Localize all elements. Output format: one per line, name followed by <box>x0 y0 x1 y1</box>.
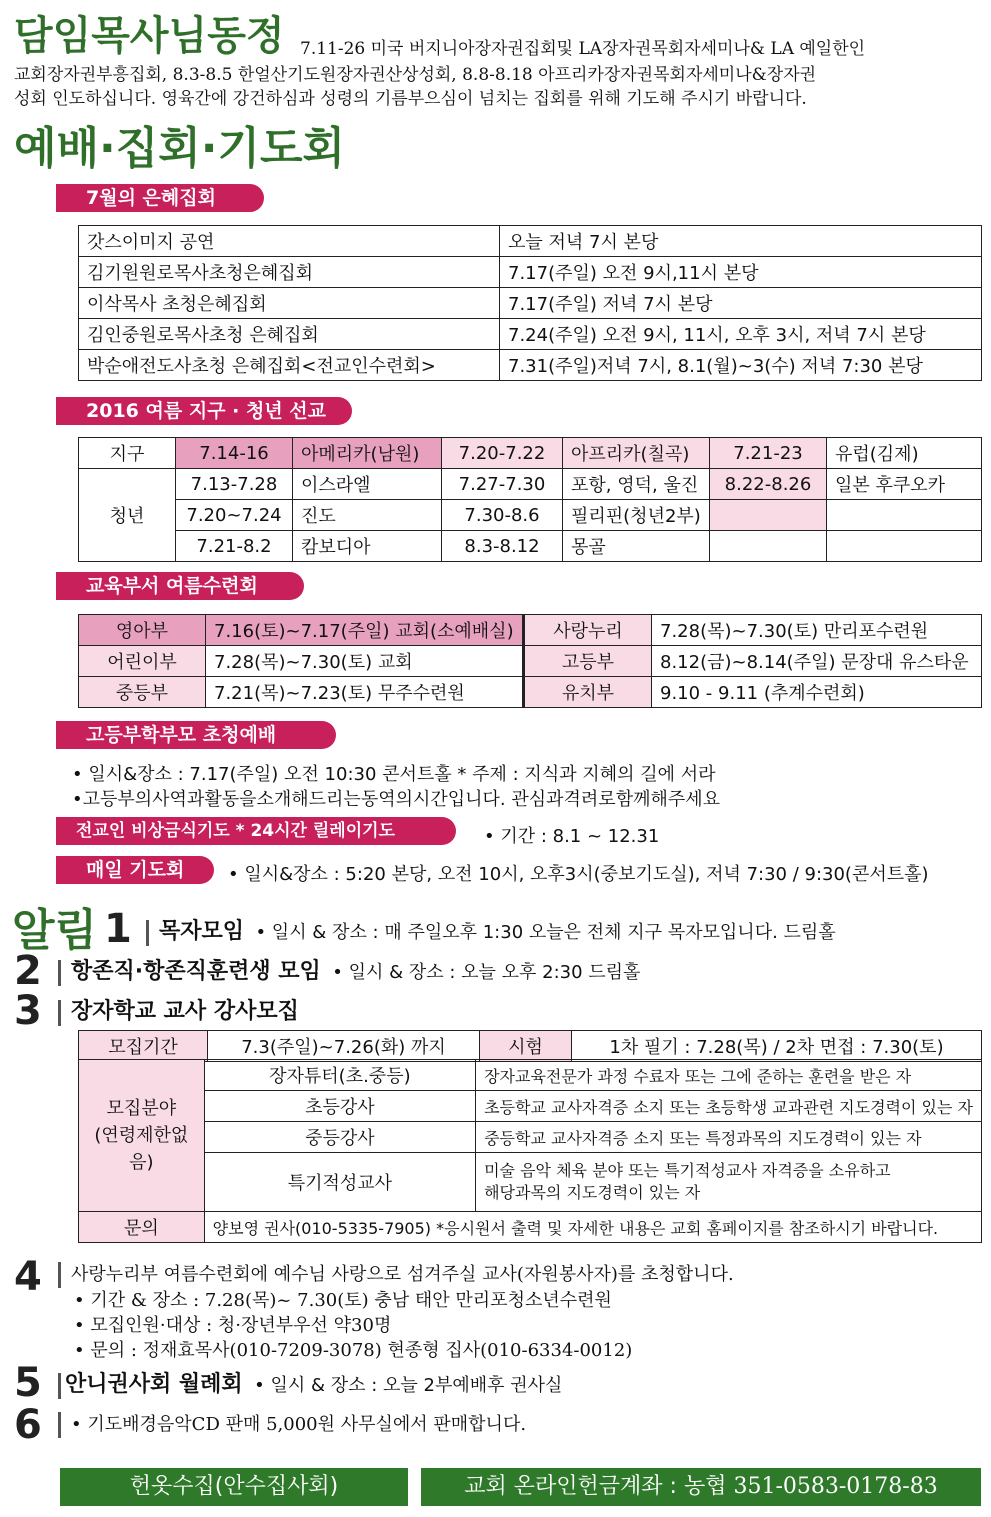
table-row <box>79 677 982 708</box>
notice-2 <box>48 954 640 986</box>
grace-event: 갓스이미지 공연 <box>79 226 500 257</box>
notices-title: 알림 <box>12 905 98 956</box>
grace-time: 오늘 저녁 7시 본당 <box>500 226 982 257</box>
mission-date: 8.22-8.26 <box>710 469 827 500</box>
notice-text: • 일시 & 장소 : 매 주일오후 1:30 오늘은 전체 지구 목자모입니다. 드림홀 <box>255 922 836 943</box>
notice-heading: 목자모임 <box>159 919 245 944</box>
notice-heading: 항존직·항존직훈련생 모임 <box>71 959 321 984</box>
table-row <box>79 1091 982 1122</box>
mission-place: 필리핀(청년2부) <box>563 500 710 531</box>
pastor-text-3: 성회 인도하십니다. 영육간에 강건하심과 성령의 기름부으심이 넘치는 집회를 위해 기도해 주시기 바랍니다. <box>14 89 807 109</box>
notice-4-line-1: 사랑누리부 여름수련회에 예수님 사랑으로 섬겨주실 교사(자원봉사자)를 초청합니다. <box>48 1260 734 1288</box>
table-row <box>79 288 982 319</box>
mission-date: 7.30-8.6 <box>442 500 563 531</box>
table-row <box>79 319 982 350</box>
dept-schedule: 7.28(목)~7.30(토) 교회 <box>206 646 524 677</box>
notice-4-line-2: • 기간 & 장소 : 7.28(목)~ 7.30(토) 충남 태안 만리포청소년수련원 <box>74 1290 612 1311</box>
dept-name: 어린이부 <box>79 646 206 677</box>
dept-name: 영아부 <box>79 615 206 646</box>
mission-date: 7.27-7.30 <box>442 469 563 500</box>
mission-place <box>827 500 982 531</box>
table-row <box>79 1212 982 1243</box>
exam-value: 1차 필기 : 7.28(목) / 2차 면접 : 7.30(토) <box>572 1031 982 1062</box>
section-title: 예배·집회·기도회 <box>14 123 345 174</box>
recruit-fields-table <box>78 1059 982 1243</box>
mission-date: 7.21-8.2 <box>176 531 293 562</box>
exam-label: 시험 <box>480 1031 572 1062</box>
table-row <box>79 646 982 677</box>
mission-table <box>78 437 982 562</box>
table-row <box>79 226 982 257</box>
youth-label: 청년 <box>79 469 176 562</box>
mission-date: 7.20-7.22 <box>442 438 563 469</box>
mission-place: 포항, 영덕, 울진 <box>563 469 710 500</box>
field-requirement: 장자교육전문가 과정 수료자 또는 그에 준하는 훈련을 받은 자 <box>476 1060 982 1091</box>
dept-schedule: 7.16(토)~7.17(주일) 교회(소예배실) <box>206 615 524 646</box>
field-name: 장자튜터(초.중등) <box>204 1060 475 1091</box>
parents-label: 고등부학부모 초청예배 <box>56 721 336 749</box>
daily-label: 매일 기도회 <box>56 856 214 884</box>
contact-label: 문의 <box>79 1212 205 1243</box>
grace-label: 7월의 은혜집회 <box>56 184 264 212</box>
mission-place: 캄보디아 <box>293 531 442 562</box>
retreat-table <box>78 614 982 708</box>
notice-4-line-4: • 문의 : 정재효목사(010-7209-3078) 현종형 집사(010-6334-0012) <box>74 1340 633 1361</box>
mission-place: 아메리카(남원) <box>293 438 442 469</box>
notice-4-line-3: • 모집인원·대상 : 청·장년부우선 약30명 <box>74 1315 392 1336</box>
table-row <box>79 438 982 469</box>
pastor-text-1: 7.11-26 미국 버지니아장자권집회및 LA장자권목회자세미나& LA 예일한인 <box>300 39 866 59</box>
notice-number: 3 <box>14 988 42 1034</box>
mission-place: 일본 후쿠오카 <box>827 469 982 500</box>
grace-event: 김인중원로목사초청 은혜집회 <box>79 319 500 350</box>
grace-time: 7.17(주일) 오전 9시,11시 본당 <box>500 257 982 288</box>
notice-1 <box>136 914 836 946</box>
table-row <box>79 531 982 562</box>
grace-time: 7.24(주일) 오전 9시, 11시, 오후 3시, 저녁 7시 본당 <box>500 319 982 350</box>
period-value: 7.3(주일)~7.26(화) 까지 <box>208 1031 480 1062</box>
field-label: 모집분야 (연령제한없음) <box>79 1060 205 1212</box>
mission-place: 몽골 <box>563 531 710 562</box>
dept-schedule: 8.12(금)~8.14(주일) 문장대 유스타운 <box>652 646 982 677</box>
mission-place: 유럽(김제) <box>827 438 982 469</box>
mission-place: 이스라엘 <box>293 469 442 500</box>
table-row <box>79 615 982 646</box>
table-row <box>79 1122 982 1153</box>
table-row <box>79 469 982 500</box>
mission-date: 7.14-16 <box>176 438 293 469</box>
notice-heading: 장자학교 교사 강사모집 <box>71 999 299 1024</box>
notice-heading: 안니권사회 월례회 <box>65 1372 243 1397</box>
mission-date: 7.20~7.24 <box>176 500 293 531</box>
notice-number: 4 <box>14 1254 42 1300</box>
daily-text: • 일시&장소 : 5:20 본당, 오전 10시, 오후3시(중보기도실), 저녁 7:30 / 9:30(콘서트홀) <box>228 864 929 885</box>
recruit-table <box>78 1030 982 1062</box>
period-label: 모집기간 <box>79 1031 208 1062</box>
table-row <box>79 1153 982 1212</box>
footer-clothes: 헌옷수집(안수집사회) <box>60 1468 408 1506</box>
grace-time: 7.31(주일)저녁 7시, 8.1(월)~3(수) 저녁 7:30 본당 <box>500 350 982 381</box>
mission-place: 아프리카(칠곡) <box>563 438 710 469</box>
parents-line-2: •고등부의사역과활동을소개해드리는동역의시간입니다. 관심과격려로함께해주세요 <box>72 789 721 810</box>
mission-place <box>827 531 982 562</box>
grace-event: 박순애전도사초청 은혜집회<전교인수련회> <box>79 350 500 381</box>
dept-name: 사랑누리 <box>524 615 652 646</box>
table-row <box>79 1031 982 1062</box>
notice-5 <box>48 1367 562 1399</box>
notice-number: 5 <box>14 1360 42 1406</box>
table-row <box>79 257 982 288</box>
retreat-label: 교육부서 여름수련회 <box>56 572 304 600</box>
notice-6 <box>48 1410 526 1438</box>
dept-name: 중등부 <box>79 677 206 708</box>
grace-event: 김기원원로목사초청은혜집회 <box>79 257 500 288</box>
pastor-title: 담임목사님동정 <box>14 13 285 59</box>
notice-text: • 일시 & 장소 : 오늘 2부예배후 권사실 <box>254 1375 563 1396</box>
field-requirement: 미술 음악 체육 분야 또는 특기적성교사 자격증을 소유하고 해당과목의 지도경력이 있는 자 <box>476 1153 982 1212</box>
mission-date: 7.21-23 <box>710 438 827 469</box>
notice-text: • 기도배경음악CD 판매 5,000원 사무실에서 판매합니다. <box>71 1414 527 1435</box>
field-name: 초등강사 <box>204 1091 475 1122</box>
contact-value: 양보영 권사(010-5335-7905) *응시원서 출력 및 자세한 내용은 교회 홈페이지를 참조하시기 바랍니다. <box>204 1212 981 1243</box>
notice-text: • 일시 & 장소 : 오늘 오후 2:30 드림홀 <box>332 962 641 983</box>
account-number: 농협 351-0583-0178-83 <box>683 1474 938 1499</box>
mission-date: 7.13-7.28 <box>176 469 293 500</box>
fasting-label: 전교인 비상금식기도 * 24시간 릴레이기도 <box>56 817 456 845</box>
mission-date <box>710 500 827 531</box>
mission-label: 2016 여름 지구 · 청년 선교 <box>56 397 352 425</box>
pastor-text-2: 교회장자권부흥집회, 8.3-8.5 한얼산기도원장자권산상성회, 8.8-8.18 아프리카장자권목회자세미나&장자권 <box>14 65 817 85</box>
notice-number: 2 <box>14 948 42 994</box>
mission-place: 진도 <box>293 500 442 531</box>
grace-event: 이삭목사 초청은혜집회 <box>79 288 500 319</box>
field-requirement: 초등학교 교사자격증 소지 또는 초등학생 교과관련 지도경력이 있는 자 <box>476 1091 982 1122</box>
field-name: 중등강사 <box>204 1122 475 1153</box>
mission-date: 8.3-8.12 <box>442 531 563 562</box>
field-name: 특기적성교사 <box>204 1153 475 1212</box>
dept-schedule: 7.28(목)~7.30(토) 만리포수련원 <box>652 615 982 646</box>
mission-date <box>710 531 827 562</box>
fasting-text: • 기간 : 8.1 ~ 12.31 <box>484 826 660 847</box>
dept-name: 유치부 <box>524 677 652 708</box>
grace-table <box>78 225 982 381</box>
notice-3 <box>48 994 299 1026</box>
table-row <box>79 500 982 531</box>
notice-number: 1 <box>104 906 132 952</box>
parents-line-1: • 일시&장소 : 7.17(주일) 오전 10:30 콘서트홀 * 주제 : 지식과 지혜의 길에 서라 <box>72 764 716 785</box>
table-row <box>79 1060 982 1091</box>
account-label: 교회 온라인헌금계좌 : <box>464 1474 684 1499</box>
grace-time: 7.17(주일) 저녁 7시 본당 <box>500 288 982 319</box>
dept-schedule: 7.21(목)~7.23(토) 무주수련원 <box>206 677 524 708</box>
footer-account <box>421 1468 981 1506</box>
dept-name: 고등부 <box>524 646 652 677</box>
dept-schedule: 9.10 - 9.11 (추계수련회) <box>652 677 982 708</box>
field-requirement: 중등학교 교사자격증 소지 또는 특정과목의 지도경력이 있는 자 <box>476 1122 982 1153</box>
notice-number: 6 <box>14 1402 42 1448</box>
district-label: 지구 <box>79 438 176 469</box>
table-row <box>79 350 982 381</box>
